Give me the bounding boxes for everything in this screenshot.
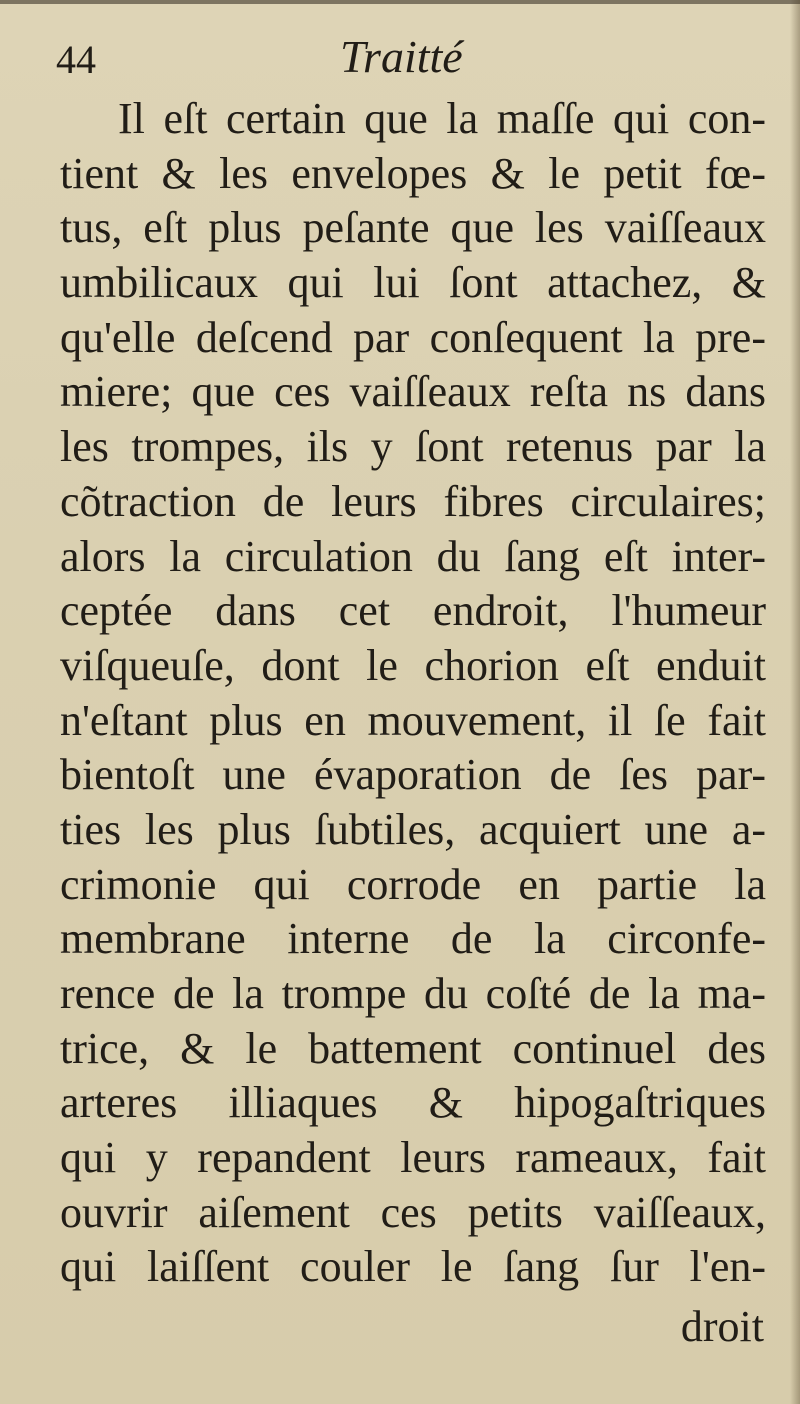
text-line: ties les plus ſubtiles, acquiert une a- [60,804,766,854]
text-line: qui y repandent leurs rameaux, fait [60,1133,766,1183]
text-line: ceptée dans cet endroit, l'humeur [60,586,766,636]
text-line: n'eſtant plus en mouvement, il ſe fait [60,695,766,745]
text-line: qu'elle deſcend par conſequent la pre- [60,312,766,362]
text-line: arteres illiaques & hipogaſtriques [60,1078,766,1128]
text-line: rence de la trompe du coſté de la ma- [60,969,766,1018]
page-top-edge [0,0,800,4]
text-line: membrane interne de la circonfe- [60,914,766,964]
text-line: alors la circulation du ſang eſt inter- [60,531,766,581]
running-head: Traitté [340,31,463,82]
text-line: qui laiſſent couler le ſang ſur l'en- [60,1242,766,1292]
text-line: Il eſt certain que la maſſe qui con- [118,94,766,143]
text-line: cõtraction de leurs fibres circulaires; [60,476,766,526]
text-line: trice, & le battement continuel des [60,1023,766,1073]
text-line: ouvrir aiſement ces petits vaiſſeaux, [60,1187,766,1237]
text-line: tus, eſt plus peſante que les vaiſſeaux [60,203,766,253]
text-line: viſqueuſe, dont le chorion eſt enduit [60,640,766,690]
text-line: tient & les envelopes & le petit fœ- [60,148,766,198]
catchword: droit [680,1302,764,1351]
text-line: les trompes, ils y ſont retenus par la [60,422,766,472]
body-text [60,92,766,1295]
text-line: umbilicaux qui lui ſont attachez, & [60,258,766,308]
text-line: bientoſt une évaporation de ſes par- [60,750,766,800]
text-line: crimonie qui corrode en partie la [60,859,766,909]
page-header [0,30,800,90]
page-number: 44 [56,37,96,82]
text-line: miere; que ces vaiſſeaux reſta ns dans [60,367,766,417]
